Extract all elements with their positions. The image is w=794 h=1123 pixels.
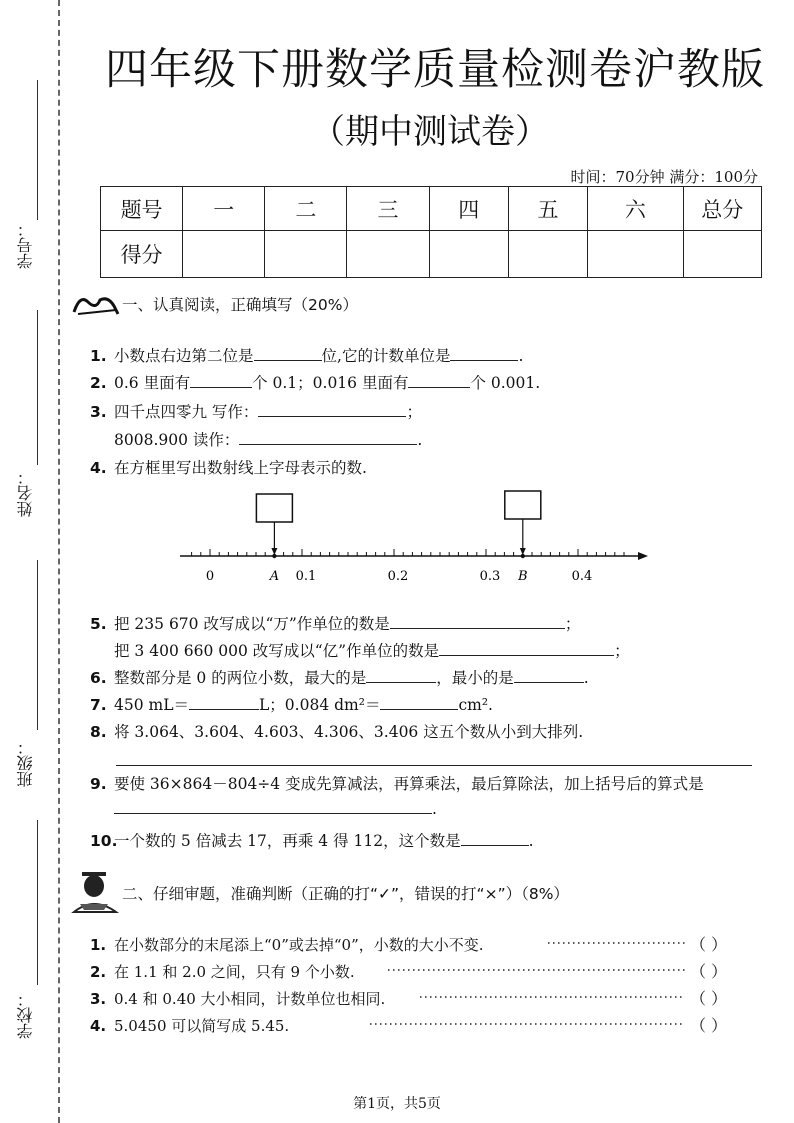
score-table — [100, 186, 762, 278]
question-text: L；0.084 dm²＝ — [259, 696, 381, 714]
question-3-line2 — [114, 428, 422, 450]
section-judge-icon — [70, 868, 120, 916]
answer-box-b[interactable] — [505, 491, 541, 519]
school-line — [37, 820, 38, 985]
question-number: 4. — [90, 1017, 107, 1035]
question-number: 7. — [90, 696, 107, 714]
answer-blank[interactable] — [380, 695, 458, 710]
score-header-cell: 题号 — [101, 187, 183, 231]
question-text: 在方框里写出数射线上字母表示的数. — [114, 459, 367, 477]
question-text: 四千点四零九 写作： — [114, 403, 259, 421]
question-text: ； — [614, 642, 630, 660]
page-footer: 第1页，共5页 — [353, 1096, 441, 1112]
question-text: . — [583, 669, 589, 687]
score-cell — [508, 231, 587, 278]
judge-item-3 — [90, 988, 385, 1009]
score-cell — [588, 231, 683, 278]
answer-blank[interactable] — [514, 668, 584, 683]
score-header-cell: 一 — [183, 187, 265, 231]
question-text: 整数部分是 0 的两位小数，最大的是 — [114, 669, 367, 687]
answer-box-a[interactable] — [256, 494, 292, 522]
question-number: 4. — [90, 459, 107, 477]
answer-paren-4[interactable]: （ ） — [690, 1016, 728, 1035]
question-9-line2 — [114, 799, 437, 818]
question-10 — [90, 829, 534, 851]
question-8 — [90, 720, 583, 742]
question-number: 6. — [90, 669, 107, 687]
student-id-label: 学号： — [16, 221, 35, 269]
question-number: 3. — [90, 990, 107, 1008]
score-header-cell: 四 — [429, 187, 508, 231]
question-number: 9. — [90, 775, 107, 793]
question-text: 一个数的 5 倍减去 17，再乘 4 得 112，这个数是 — [114, 832, 461, 850]
number-line-label: 0.1 — [295, 569, 317, 584]
score-cell — [265, 231, 347, 278]
question-text: . — [417, 431, 423, 449]
question-text: 0.4 和 0.40 大小相同，计数单位也相同. — [114, 990, 386, 1008]
score-cell — [347, 231, 429, 278]
question-text: 0.6 里面有 — [114, 374, 191, 392]
name-label: 姓名： — [16, 469, 35, 517]
class-label: 班级： — [16, 739, 35, 787]
number-line-label: 0.3 — [479, 569, 501, 584]
score-header-cell: 二 — [265, 187, 347, 231]
answer-blank[interactable] — [366, 668, 436, 683]
section2-heading: 二、仔细审题，准确判断（正确的打“✓”，错误的打“×”）（8%） — [122, 885, 569, 903]
question-number: 1. — [90, 936, 107, 954]
question-number: 10. — [90, 832, 118, 850]
number-line-label: 0.4 — [571, 569, 593, 584]
page-subtitle: （期中测试卷） — [311, 112, 549, 152]
question-text: 在小数部分的末尾添上“0”或去掉“0”，小数的大小不变. — [114, 936, 484, 954]
score-cell — [683, 231, 761, 278]
question-text: 要使 36×864－804÷4 变成先算减法，再算乘法，最后算除法，加上括号后的算式是 — [114, 775, 704, 793]
class-line — [37, 560, 38, 730]
question-text: ； — [406, 403, 422, 421]
school-label: 学校： — [16, 991, 35, 1039]
answer-line-q8[interactable] — [116, 765, 752, 766]
question-number: 2. — [90, 374, 107, 392]
question-text: 小数点右边第二位是 — [114, 347, 254, 365]
answer-blank[interactable] — [461, 831, 529, 846]
question-number: 8. — [90, 723, 107, 741]
question-text: 把 235 670 改写成以“万”作单位的数是 — [114, 615, 390, 633]
leader-dots — [370, 930, 690, 1040]
section-reading-icon — [70, 292, 122, 318]
question-number: 2. — [90, 963, 107, 981]
answer-paren-3[interactable]: （ ） — [690, 989, 728, 1008]
question-6 — [90, 666, 589, 688]
answer-blank[interactable] — [254, 346, 322, 361]
question-2 — [90, 371, 540, 393]
score-header-cell: 三 — [347, 187, 429, 231]
answer-blank[interactable] — [190, 373, 252, 388]
number-line-label: 0 — [205, 569, 215, 584]
number-line-arrow — [638, 552, 648, 560]
answer-blank[interactable] — [390, 614, 565, 629]
answer-blank[interactable] — [258, 402, 406, 417]
question-number: 5. — [90, 615, 107, 633]
student-id-line — [37, 80, 38, 220]
section1-heading: 一、认真阅读，正确填写（20%） — [122, 296, 358, 314]
answer-paren-1[interactable]: （ ） — [690, 935, 728, 954]
question-text: 把 3 400 660 000 改写成以“亿”作单位的数是 — [114, 642, 440, 660]
number-line-label: B — [518, 569, 528, 584]
score-cell — [183, 231, 265, 278]
question-4 — [90, 456, 367, 478]
question-text: . — [518, 347, 524, 365]
question-5-line2 — [114, 639, 630, 661]
question-text: 位,它的计数单位是 — [321, 347, 451, 365]
question-text: ，最小的是 — [436, 669, 514, 687]
question-text: . — [432, 800, 437, 818]
question-number: 1. — [90, 347, 107, 365]
answer-blank[interactable] — [189, 695, 259, 710]
page-title: 四年级下册数学质量检测卷沪教版 — [105, 45, 765, 95]
binding-dashed-line — [58, 0, 60, 1123]
question-text: . — [528, 832, 534, 850]
question-text: 450 mL＝ — [114, 696, 190, 714]
question-number: 3. — [90, 403, 107, 421]
question-5 — [90, 612, 580, 634]
question-text: 在 1.1 和 2.0 之间，只有 9 个小数. — [114, 963, 355, 981]
score-header-cell: 总分 — [683, 187, 761, 231]
answer-blank[interactable] — [408, 373, 470, 388]
number-line-label: 0.2 — [387, 569, 409, 584]
answer-paren-2[interactable]: （ ） — [690, 962, 728, 981]
time-info: 时间：70分钟 满分：100分 — [570, 168, 758, 186]
question-7 — [90, 693, 493, 715]
question-text: 个 0.001. — [470, 374, 541, 392]
question-9 — [90, 772, 704, 794]
question-text: 将 3.064、3.604、4.603、4.306、3.406 这五个数从小到大排列. — [114, 723, 584, 741]
question-text: 个 0.1；0.016 里面有 — [252, 374, 409, 392]
score-header-cell: 五 — [508, 187, 587, 231]
number-line-label: A — [269, 569, 280, 584]
answer-blank[interactable] — [439, 641, 614, 656]
judge-item-2 — [90, 961, 355, 982]
name-line — [37, 310, 38, 465]
question-text: cm². — [458, 696, 493, 714]
question-3 — [90, 400, 422, 422]
judge-item-4 — [90, 1015, 289, 1036]
question-text: 8008.900 读作： — [114, 431, 240, 449]
score-header-cell: 六 — [588, 187, 683, 231]
answer-blank[interactable] — [450, 346, 518, 361]
score-label-cell: 得分 — [101, 231, 183, 278]
number-line — [170, 485, 660, 585]
question-1 — [90, 344, 523, 366]
score-cell — [429, 231, 508, 278]
question-text: ； — [564, 615, 581, 633]
answer-blank[interactable] — [239, 430, 417, 445]
answer-blank[interactable] — [114, 799, 432, 814]
question-text: 5.0450 可以简写成 5.45. — [114, 1017, 290, 1035]
